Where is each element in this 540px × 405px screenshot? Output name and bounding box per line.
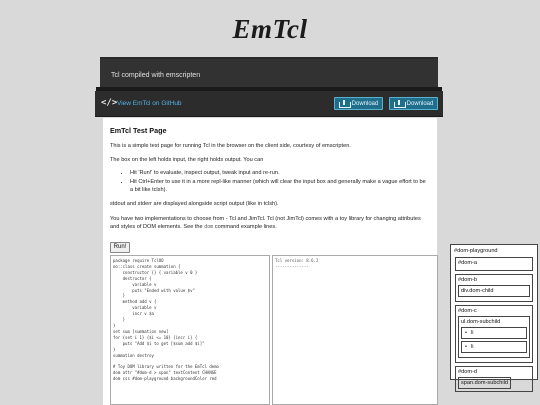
li-element: [461, 327, 527, 339]
dom-b-child: div.dom-child: [458, 285, 530, 297]
dom-b-box: [455, 274, 533, 302]
github-link[interactable]: View EmTcl on GitHub: [117, 100, 182, 107]
dom-d-label: #dom-d: [458, 369, 477, 375]
navbar: [95, 91, 443, 117]
li-element: [461, 341, 527, 353]
code-icon: </>: [101, 98, 118, 108]
dom-c-subchild: [458, 316, 530, 358]
download-button[interactable]: [334, 97, 383, 110]
dom-c-label: #dom-c: [458, 308, 477, 314]
li-bullet: •: [465, 344, 467, 350]
download-icon: [339, 100, 349, 108]
main-content: [103, 118, 437, 405]
impl-text-post: command example lines.: [213, 223, 277, 230]
dom-playground: [450, 244, 538, 386]
dom-c-box: [455, 305, 533, 363]
dom-c-subchild-label: ul.dom-subchild: [461, 319, 501, 325]
intro-text: This is a simple test page for running Tcl in the browser on the client side, courtesy of emscripten.: [110, 142, 351, 149]
playground-title: #dom-playground: [454, 248, 498, 254]
dom-command-code: dom: [204, 223, 214, 230]
header-banner: [100, 57, 438, 91]
li-bullet: •: [465, 330, 467, 336]
box-description: The box on the left holds input, the right holds output. You can: [110, 157, 264, 164]
site-title: EmTcl: [232, 14, 308, 44]
download-button[interactable]: [389, 97, 438, 110]
list-item: • Hit Ctrl+Enter to use it in a more repl-like manner (which will clear the input box and generally make a vague effort to be a bit like tclsh).: [130, 179, 430, 194]
code-output: Tcl version: 8.6.2 --------------: [272, 255, 438, 405]
download-icon: [394, 100, 404, 108]
dom-a-box: [455, 257, 533, 271]
list-item: • Hit 'Run!' to evaluate, inspect output, tweak input and re-run.: [130, 170, 430, 178]
dom-d-box: [455, 366, 533, 392]
code-input[interactable]: package require TclOO oo::class create summation { constructor {} { variable v 0 } destructor { variable v puts "Ended with value $v" } method add v { variable v incr v $a } } set sum [summation new] for {set i 1} {$i <= 10} {incr i} { puts "Add $i to get [$sum add $i]" } summation destroy # Toy DOM library written for the EmTcl demo dom attr "#dom-d > span" textContent CHANGE dom css #dom-playground backgroundColor red: [110, 255, 270, 405]
download-label: Download: [351, 100, 379, 107]
instructions-list: [130, 170, 430, 195]
dom-b-label: #dom-b: [458, 277, 477, 283]
implementations-text: [110, 216, 430, 231]
run-button[interactable]: Run!: [110, 242, 130, 253]
page-heading: EmTcl Test Page: [110, 126, 167, 135]
li-label: li: [470, 344, 474, 350]
dom-d-subchild: span.dom-subchild: [458, 377, 511, 389]
io-area: [110, 255, 435, 405]
li-label: li: [470, 330, 474, 336]
dom-a-label: #dom-a: [458, 260, 477, 266]
impl-text-pre: You have two implementations to choose from - Tcl and JimTcl. Tcl (not JimTcl) comes with a toy library for changing attributes and styles of DOM elements. See the: [110, 216, 421, 230]
header-tagline: Tcl compiled with emscripten: [111, 72, 201, 79]
stdout-note: stdout and stderr are displayed alongside script output (like in tclsh).: [110, 201, 279, 208]
download-label: Download: [406, 100, 434, 107]
